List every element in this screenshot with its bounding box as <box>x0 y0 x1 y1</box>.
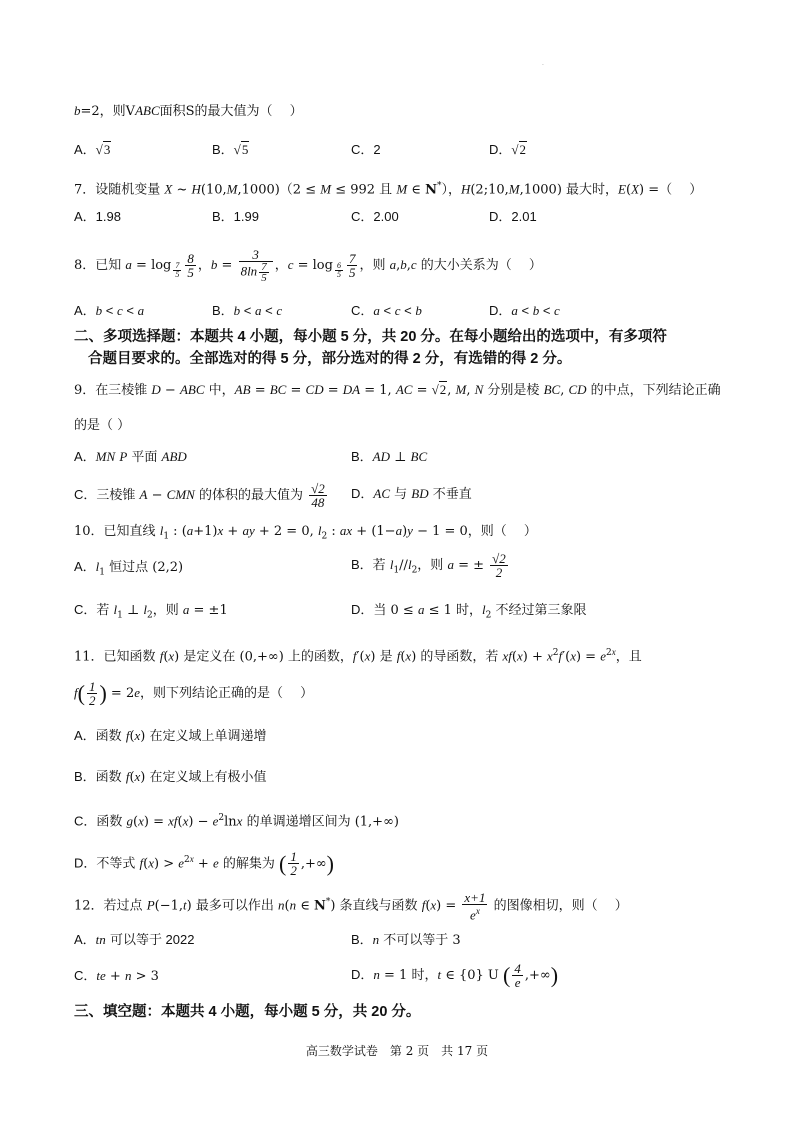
q11-option-c: C．函数 $g(x) = xf(x) - e^2\ln x$ 的单调递增区间为 (1,+∞) <box>74 813 399 830</box>
q12-option-a: A．tn 可以等于 2022 <box>74 932 195 947</box>
q10-option-d: D．当 0 ≤ a ≤ 1 时，$l_2$ 不经过第三象限 <box>351 602 587 621</box>
q10-option-c: C．若 $l_1$ ⊥ $l_2$，则 a = ±1 <box>74 602 228 621</box>
q6-option-c: C．2 <box>351 142 381 157</box>
q9-option-a: A．MN P 平面 ABD <box>74 449 187 465</box>
q8-option-a: A．b < c < a <box>74 303 145 318</box>
q11-stem-line2: f( $\frac{1}{2}$ ) = 2e，则下列结论正确的是（ ） <box>74 679 314 708</box>
q7-option-d: D．2.01 <box>489 209 537 224</box>
q8-option-b: B．b < a < c <box>212 303 283 318</box>
q9-stem-line1: 9．在三棱锥 D − ABC 中，AB = BC = CD = DA = 1, AC = √2, M, N 分别是棱 BC, CD 的中点，下列结论正确 <box>74 382 721 398</box>
q8-stem: 8．已知 a = log $_{\frac{7}{5}}$ $\frac{8}{5}$ ，b = 3 8ln $\frac{7}{5}$ ，c = log $_{\frac{6}{5}}$ $\frac{7}{5}$ ，则 a,b,c 的大小关系为（ ） <box>74 247 542 284</box>
q9-option-b: B．AD ⊥ BC <box>351 449 428 465</box>
q7-option-a: A．1.98 <box>74 209 121 224</box>
q9-stem-line2: 的是（ ） <box>74 418 131 433</box>
section2-heading-line1: 二、多项选择题：本题共 4 小题，每小题 5 分，共 20 分。在每小题给出的选项中，有多项符 <box>74 329 667 345</box>
q7-option-b: B．1.99 <box>212 209 259 224</box>
q11-option-a: A．函数 f(x) 在定义域上单调递增 <box>74 728 267 744</box>
q11-option-b: B．函数 f(x) 在定义域上有极小值 <box>74 769 267 785</box>
q8-option-d: D．a < b < c <box>489 303 560 318</box>
q7-option-c: C．2.00 <box>351 209 399 224</box>
q6-stem: b=2，则VABC面积S的最大值为（ ） <box>74 103 303 119</box>
section3-heading: 三、填空题：本题共 4 小题，每小题 5 分，共 20 分。 <box>74 1004 421 1020</box>
q10-option-a: A．$l_1$ 恒过点 (2,2) <box>74 559 184 578</box>
q10-stem: 10．已知直线 $l_1$ : (a+1)x + ay + 2 = 0, $l_2$ : ax + (1−a)y − 1 = 0，则（ ） <box>74 523 537 542</box>
q9-option-d: D．AC 与 BD 不垂直 <box>351 486 472 502</box>
page-footer: 高三数学试卷 第 2 页 共 17 页 <box>305 1044 489 1058</box>
q12-option-b: B．n 不可以等于 3 <box>351 932 461 948</box>
q6-option-b: B．√5 <box>212 142 249 157</box>
q7-stem: 7．设随机变量 X ~ H(10,M,1000)（2 ≤ M ≤ 992 且 M ∈ N*），H(2;10,M,1000) 最大时，E(X) =（ ） <box>74 181 703 198</box>
q9-option-c: C．三棱锥 A − CMN 的体积的最大值为 $\frac{√2}{48}$ <box>74 481 325 510</box>
q11-stem-line1: 11．已知函数 f(x) 是定义在 (0,+∞) 上的函数，f′(x) 是 f(x) 的导函数，若 $xf(x) + x^2f'(x) = e^{2x}$，且 <box>74 647 642 665</box>
q10-option-b: B．若 $l_1//l_2$，则 a = ± $\frac{√2}{2}$ <box>351 551 506 580</box>
q6-option-d: D．√2 <box>489 142 527 157</box>
q12-stem: 12．若过点 P(−1,t) 最多可以作出 n(n ∈ N*) 条直线与函数 f(x) = $\frac{x+1}{e^x}$ 的图像相切，则（ ） <box>74 889 628 922</box>
q12-option-d: D．n = 1 时，t ∈ {0} U ( $\frac{4}{e}$ ,+∞) <box>351 961 559 990</box>
section2-heading-line2: 合题目要求的。全部选对的得 5 分，部分选对的得 2 分，有选错的得 2 分。 <box>88 351 572 367</box>
q11-option-d: D．不等式 $f(x) > e^{2x} + e$ 的解集为 ( $\frac{1}{2}$ ,+∞) <box>74 849 334 879</box>
q6-option-a: A．√3 <box>74 142 111 157</box>
q8-option-c: C．a < c < b <box>351 303 422 318</box>
q12-option-c: C．te + n > 3 <box>74 968 159 984</box>
header-mark: · <box>542 62 544 69</box>
